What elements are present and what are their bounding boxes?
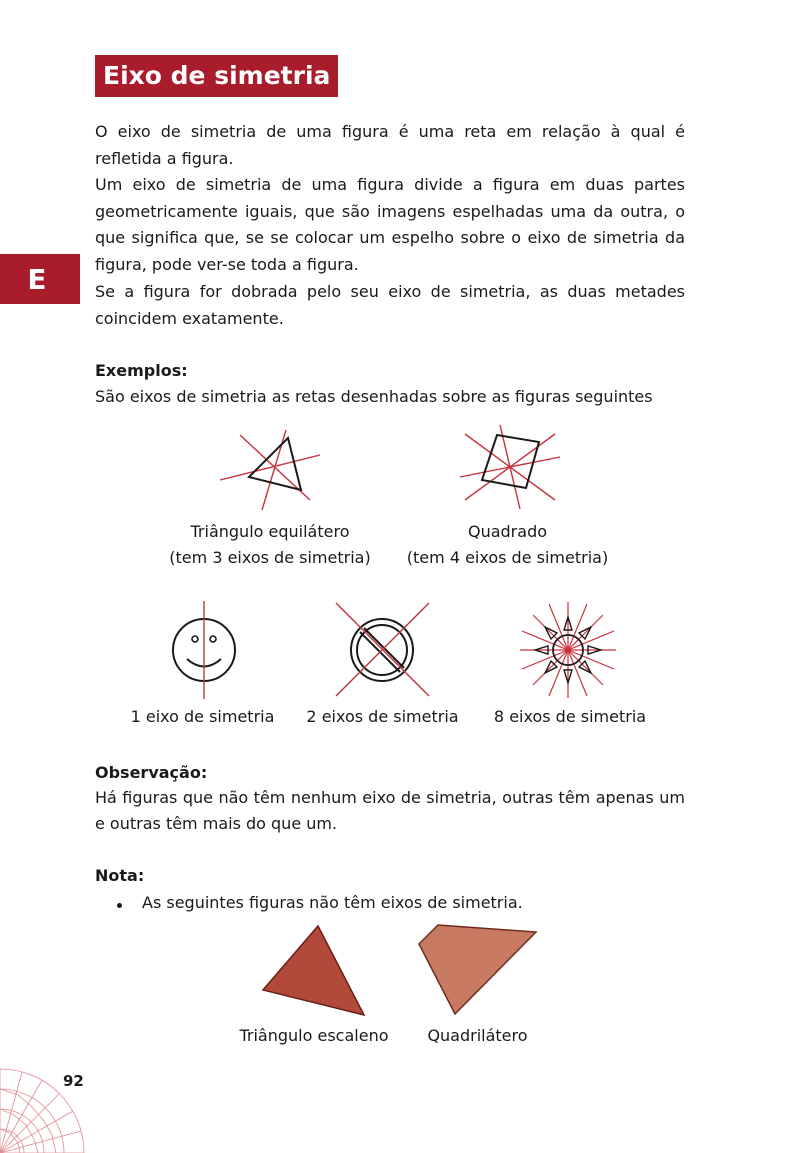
sun-figure (518, 600, 618, 700)
scalene-triangle-figure (260, 922, 370, 1017)
square-shape (482, 435, 539, 488)
face-right-eye (210, 636, 216, 642)
bullet-icon (117, 903, 122, 908)
triangle-caption: Triângulo equilátero (190, 522, 350, 541)
face-caption: 1 eixo de simetria (130, 707, 275, 726)
equilateral-triangle-figure (215, 425, 325, 515)
examples-text: São eixos de simetria as retas desenhadas sobre as figuras seguintes (95, 387, 653, 406)
observation-text: Há figuras que não têm nenhum eixo de simetria, outras têm apenas um e outras têm mais do que um. (95, 788, 685, 833)
quadrilateral-caption: Quadrilátero (427, 1026, 528, 1045)
section-letter-tab: E (0, 254, 80, 304)
triangle-symmetry-axes (220, 430, 320, 510)
examples-heading: Exemplos: (95, 361, 188, 380)
intro-paragraph-3: Se a figura for dobrada pelo seu eixo de simetria, as duas metades coincidem exatamente. (95, 282, 685, 328)
scalene-triangle-shape (263, 926, 364, 1015)
scalene-caption: Triângulo escaleno (239, 1026, 389, 1045)
quadrilateral-shape (419, 925, 536, 1014)
observation-heading: Observação: (95, 763, 208, 782)
triangle-shape (249, 438, 301, 490)
triangle-axes-caption: (tem 3 eixos de simetria) (169, 548, 371, 567)
page-number: 92 (63, 1072, 84, 1090)
smiley-face-figure (160, 598, 250, 702)
square-axes-caption: (tem 4 eixos de simetria) (406, 548, 609, 567)
corner-geodesic-decoration (0, 1055, 90, 1153)
square-caption: Quadrado (467, 522, 548, 541)
no-sign-figure (333, 600, 433, 700)
square-figure (455, 422, 565, 512)
intro-paragraph-1: O eixo de simetria de uma figura é uma reta em relação à qual é refletida a figura. (95, 122, 685, 168)
quadrilateral-figure (415, 922, 540, 1017)
sun-caption: 8 eixos de simetria (493, 707, 647, 726)
page-title: Eixo de simetria (95, 55, 338, 97)
note-heading: Nota: (95, 866, 145, 885)
face-left-eye (192, 636, 198, 642)
intro-paragraph-2: Um eixo de simetria de uma figura divide a figura em duas partes geometricamente iguais, que são imagens espelhadas uma da outra, o que significa que, se se colocar um espelho sobre o eixo de simetria da figura, pode ver-se toda a figura. (95, 175, 685, 274)
no-sign-symmetry-axes (336, 603, 429, 696)
no-sign-caption: 2 eixos de simetria (306, 707, 459, 726)
note-bullet-text: As seguintes figuras não têm eixos de simetria. (142, 893, 523, 912)
